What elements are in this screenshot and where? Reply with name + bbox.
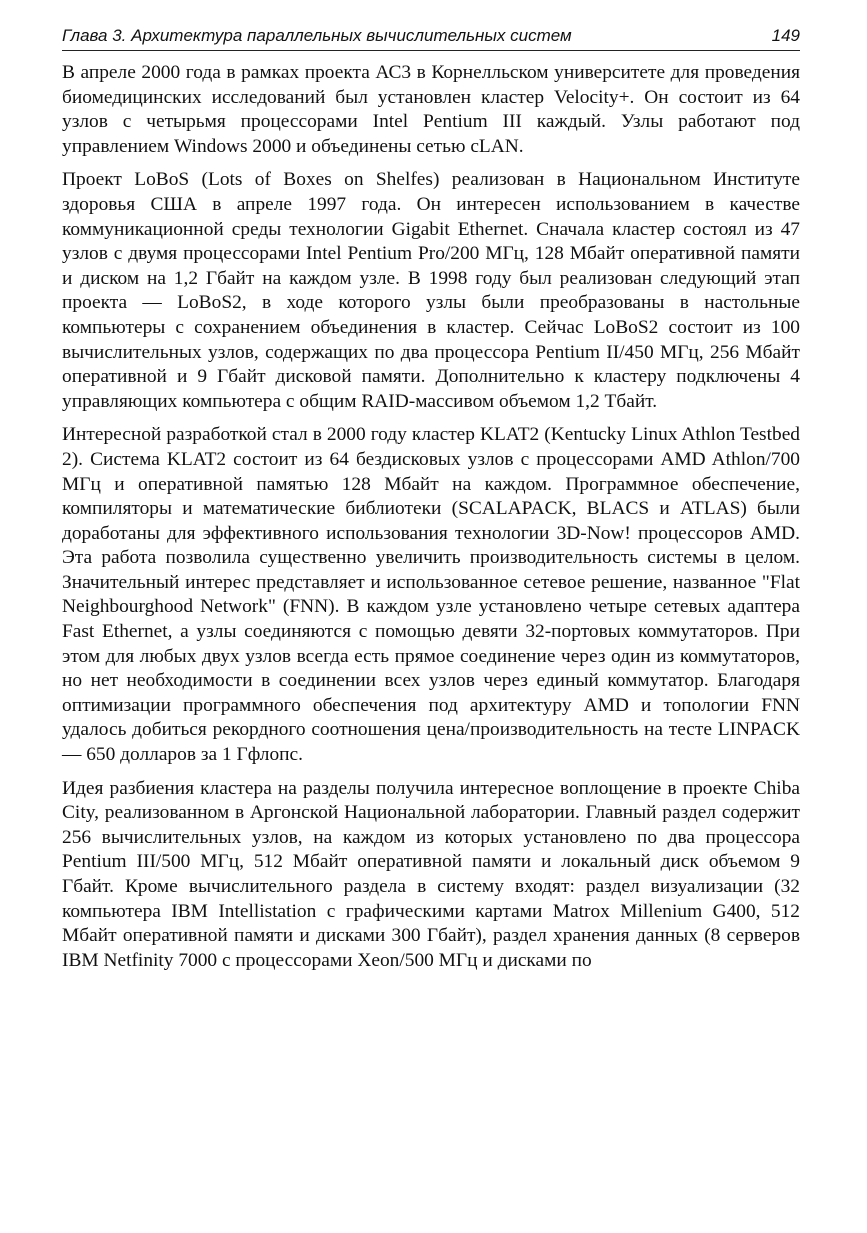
chapter-title: Глава 3. Архитектура параллельных вычислительных систем: [62, 26, 572, 45]
book-page: [62, 26, 800, 982]
running-header: [62, 26, 800, 51]
paragraph-klat2: Интересной разработкой стал в 2000 году кластер KLAT2 (Kentucky Linux Athlon Testbed 2). Система KLAT2 состоит из 64 бездисковых узлов с процессорами AMD Athlon/700 МГц и оперативной памятью 128 Мбайт на каждом. Программное обеспечение, компиляторы и математические библиотеки (SCALAPACK, BLACS и ATLAS) были доработаны для эффективного использования технологии 3D-Now! процессоров AMD. Эта работа позволила существенно увеличить производительность системы в целом. Значительный интерес представляет и использованное сетевое решение, названное "Flat Neighbourghood Network" (FNN). В каждом узле установлено четыре сетевых адаптера Fast Ethernet, а узлы соединяются с помощью девяти 32-портовых коммутаторов. При этом для любых двух узлов всегда есть прямое соединение через один из коммутаторов, но нет необходимости в соединении всех узлов через единый коммутатор. Благодаря оптимизации программного обеспечения под архитектуру AMD и топологии FNN удалось добиться рекордного соотношения цена/производительность на тесте LINPACK — 650 долларов за 1 Гфлопс.: [62, 424, 800, 766]
body-text: [62, 61, 800, 973]
page-number: 149: [771, 26, 800, 45]
paragraph-chiba-city: Идея разбиения кластера на разделы получила интересное воплощение в проекте Chiba City, реализованном в Аргонской Национальной лаборатории. Главный раздел содержит 256 вычислительных узлов, на каждом из которых установлено по два процессора Pentium III/500 МГц, 512 Мбайт оперативной памяти и локальный диск объемом 9 Гбайт. Кроме вычислительного раздела в систему входят: раздел визуализации (32 компьютера IBM Intellistation с графическими картами Matrox Millenium G400, 512 Мбайт оперативной памяти и дисками 300 Гбайт), раздел хранения данных (8 серверов IBM Netfinity 7000 с процессорами Xeon/500 МГц и дисками по: [62, 777, 800, 971]
paragraph-velocity: В апреле 2000 года в рамках проекта АС3 в Корнелльском университете для проведения биомедицинских исследований был установлен кластер Velocity+. Он состоит из 64 узлов с четырьмя процессорами Intel Pentium III каждый. Узлы работают под управлением Windows 2000 и объединены сетью cLAN.: [62, 62, 800, 157]
paragraph-lobos: Проект LoBoS (Lots of Boxes on Shelfes) реализован в Национальном Институте здоровья США в апреле 1997 года. Он интересен использованием в качестве коммуникационной среды технологии Gigabit Ethernet. Сначала кластер состоял из 47 узлов с двумя процессорами Intel Pentium Pro/200 МГц, 128 Мбайт оперативной памяти и диском на 1,2 Гбайт на каждом узле. В 1998 году был реализован следующий этап проекта — LoBoS2, в ходе которого узлы были преобразованы в настольные компьютеры с сохранением объединения в кластер. Сейчас LoBoS2 состоит из 100 вычислительных узлов, содержащих по два процессора Pentium II/450 МГц, 256 Мбайт оперативной и 9 Гбайт дисковой памяти. Дополнительно к кластеру подключены 4 управляющих компьютера с общим RAID-массивом объемом 1,2 Тбайт.: [62, 169, 800, 412]
